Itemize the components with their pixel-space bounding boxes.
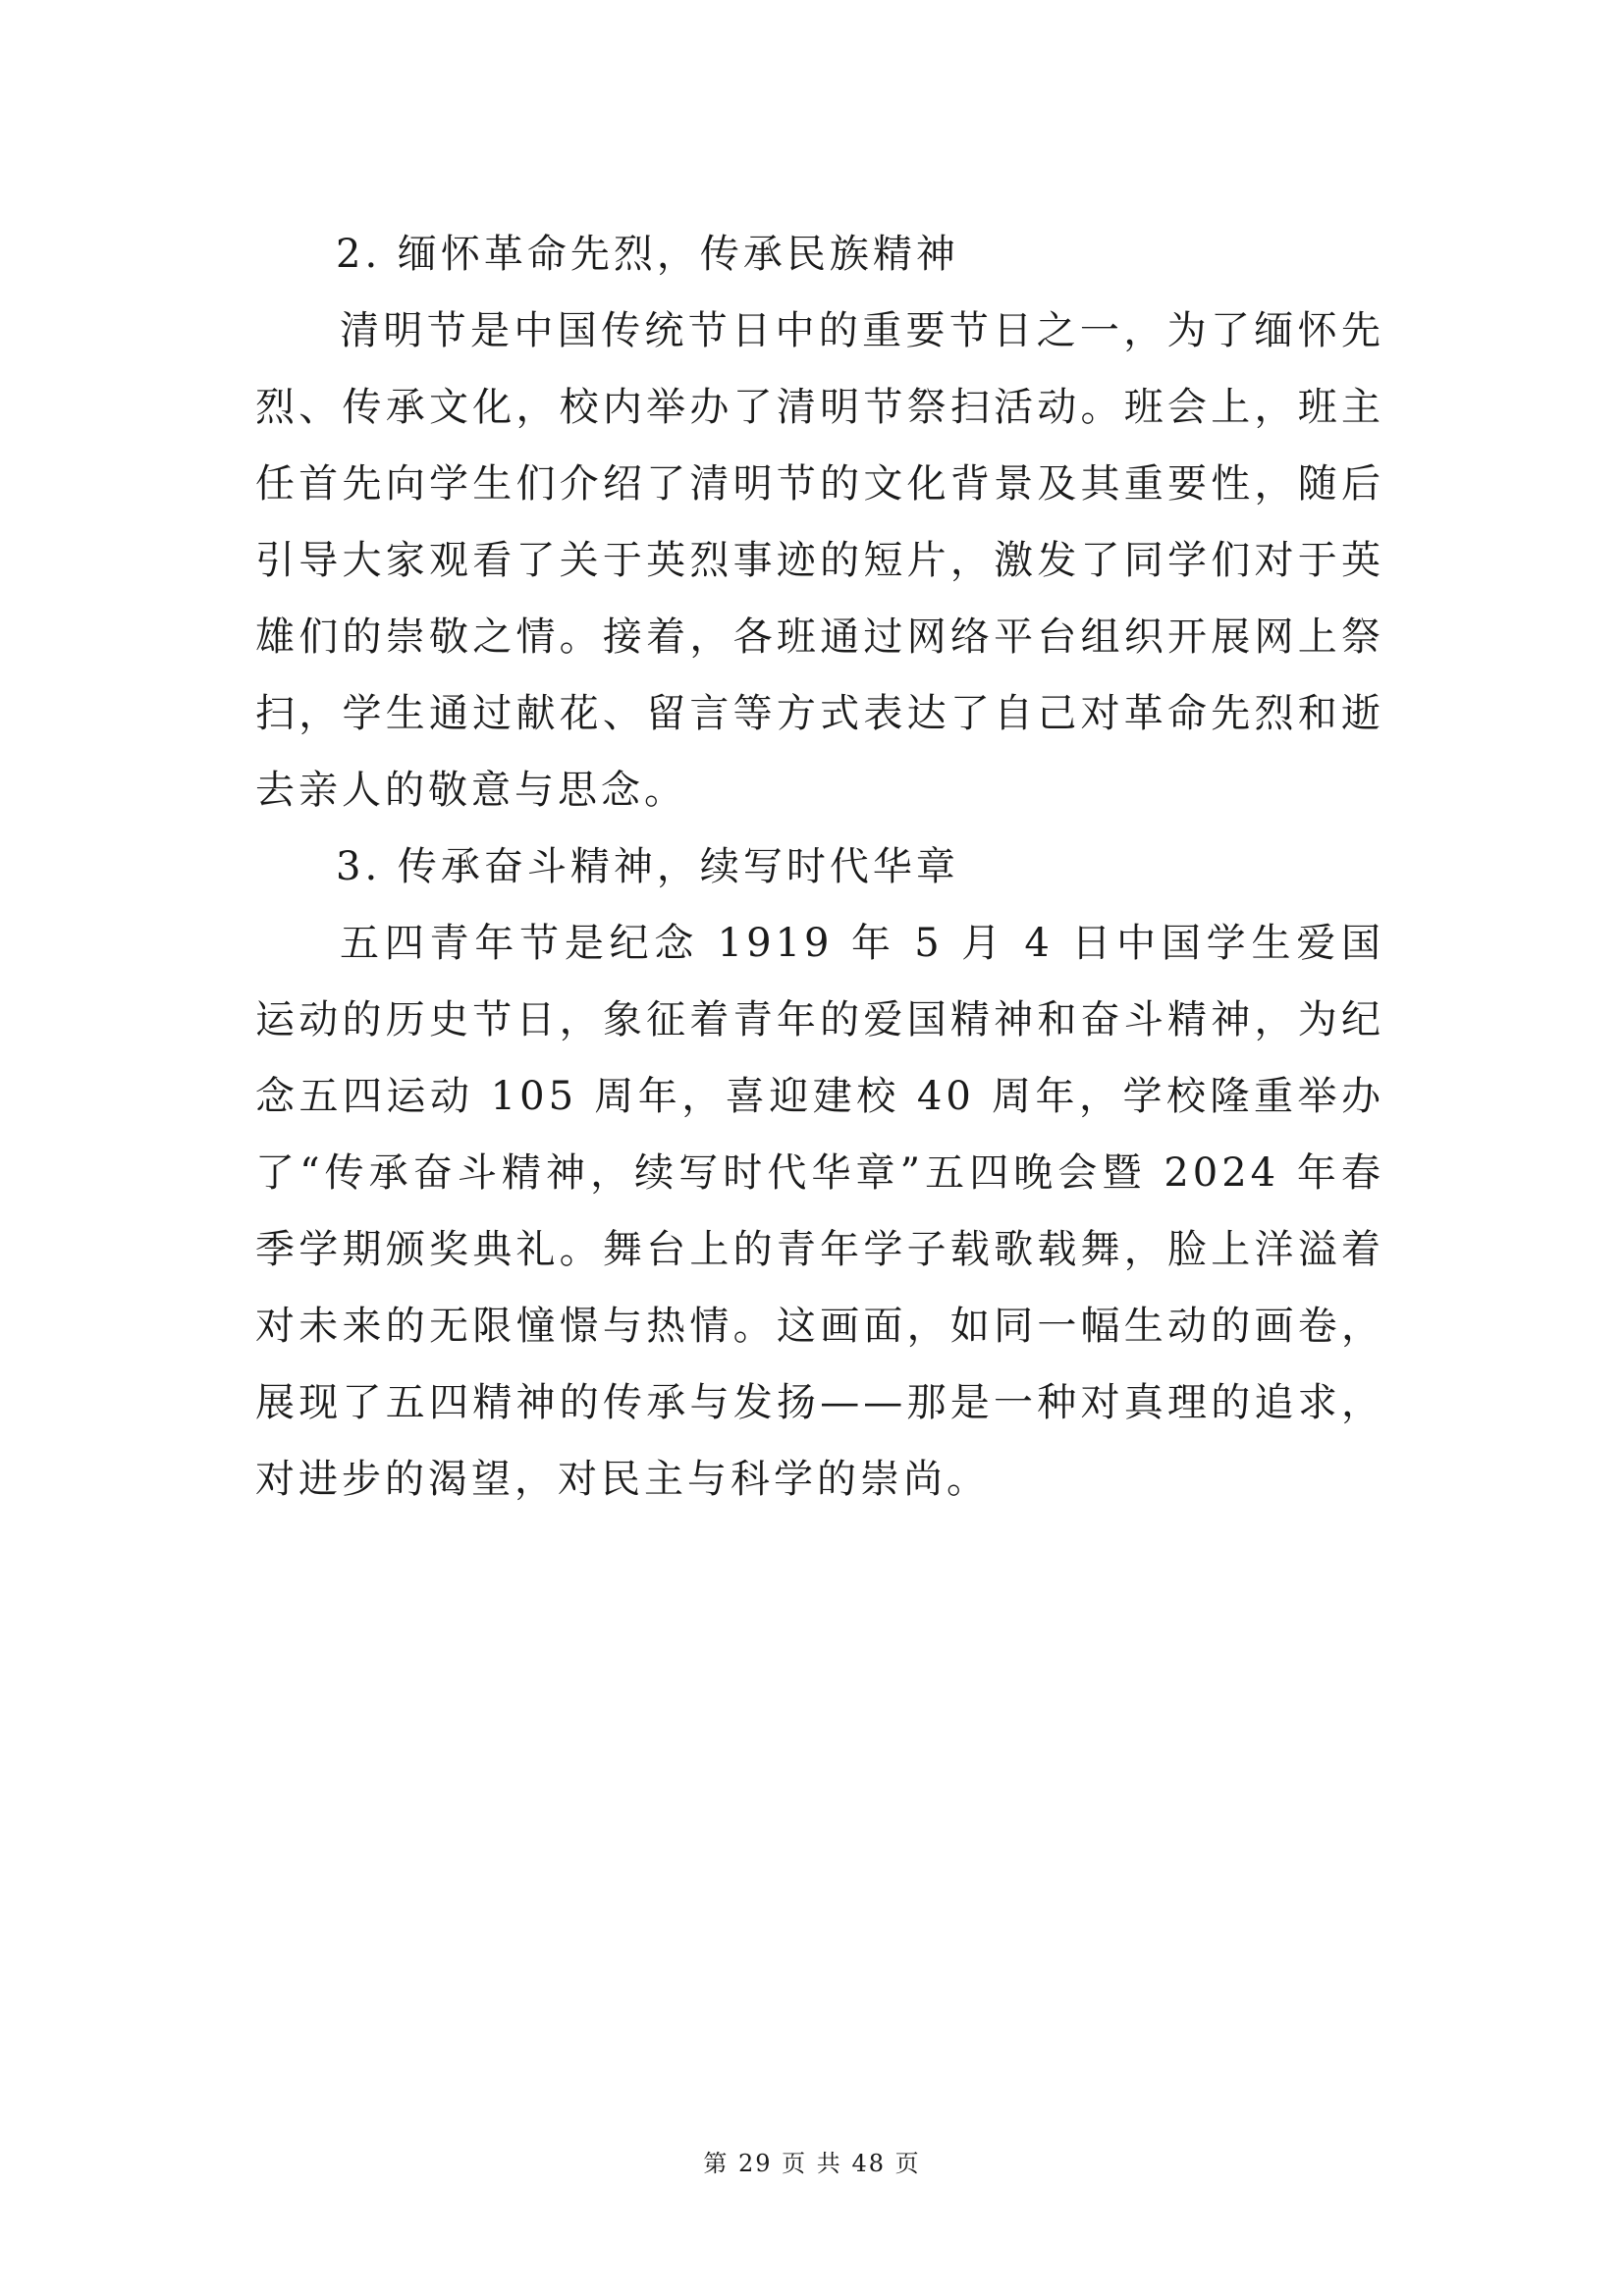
footer-suffix: 页 xyxy=(894,2150,921,2177)
footer-prefix: 第 xyxy=(703,2150,730,2177)
footer-total-pages: 48 xyxy=(851,2150,886,2177)
section-3-paragraph: 五四青年节是纪念 1919 年 5 月 4 日中国学生爱国运动的历史节日，象征着青年的爱国精神和奋斗精神，为纪念五四运动 105 周年，喜迎建校 40 周年，学校隆重举办了“传承奋斗精神，续写时代华章”五四晚会暨 2024 年春季学期颁奖典礼。舞台上的青年学子载歌载舞，脸上洋溢着对未来的无限憧憬与热情。这画面，如同一幅生动的画卷，展现了五四精神的传承与发扬——那是一种对真理的追求，对进步的渴望，对民主与科学的崇尚。 xyxy=(255,921,1384,1502)
footer-middle: 页 共 xyxy=(782,2150,842,2177)
footer-current-page: 29 xyxy=(737,2150,773,2177)
section-2-paragraph: 清明节是中国传统节日中的重要节日之一，为了缅怀先烈、传承文化，校内举办了清明节祭扫活动。班会上，班主任首先向学生们介绍了清明节的文化背景及其重要性，随后引导大家观看了关于英烈事迹的短片，激发了同学们对于英雄们的崇敬之情。接着，各班通过网络平台组织开展网上祭扫，学生通过献花、留言等方式表达了自己对革命先烈和逝去亲人的敬意与思念。 xyxy=(255,308,1384,813)
section-3-heading: 3. 传承奋斗精神，续写时代华章 xyxy=(336,844,959,889)
page-footer xyxy=(0,2144,1624,2178)
page-content xyxy=(255,216,1384,1518)
section-2-heading: 2. 缅怀革命先烈，传承民族精神 xyxy=(336,232,959,277)
